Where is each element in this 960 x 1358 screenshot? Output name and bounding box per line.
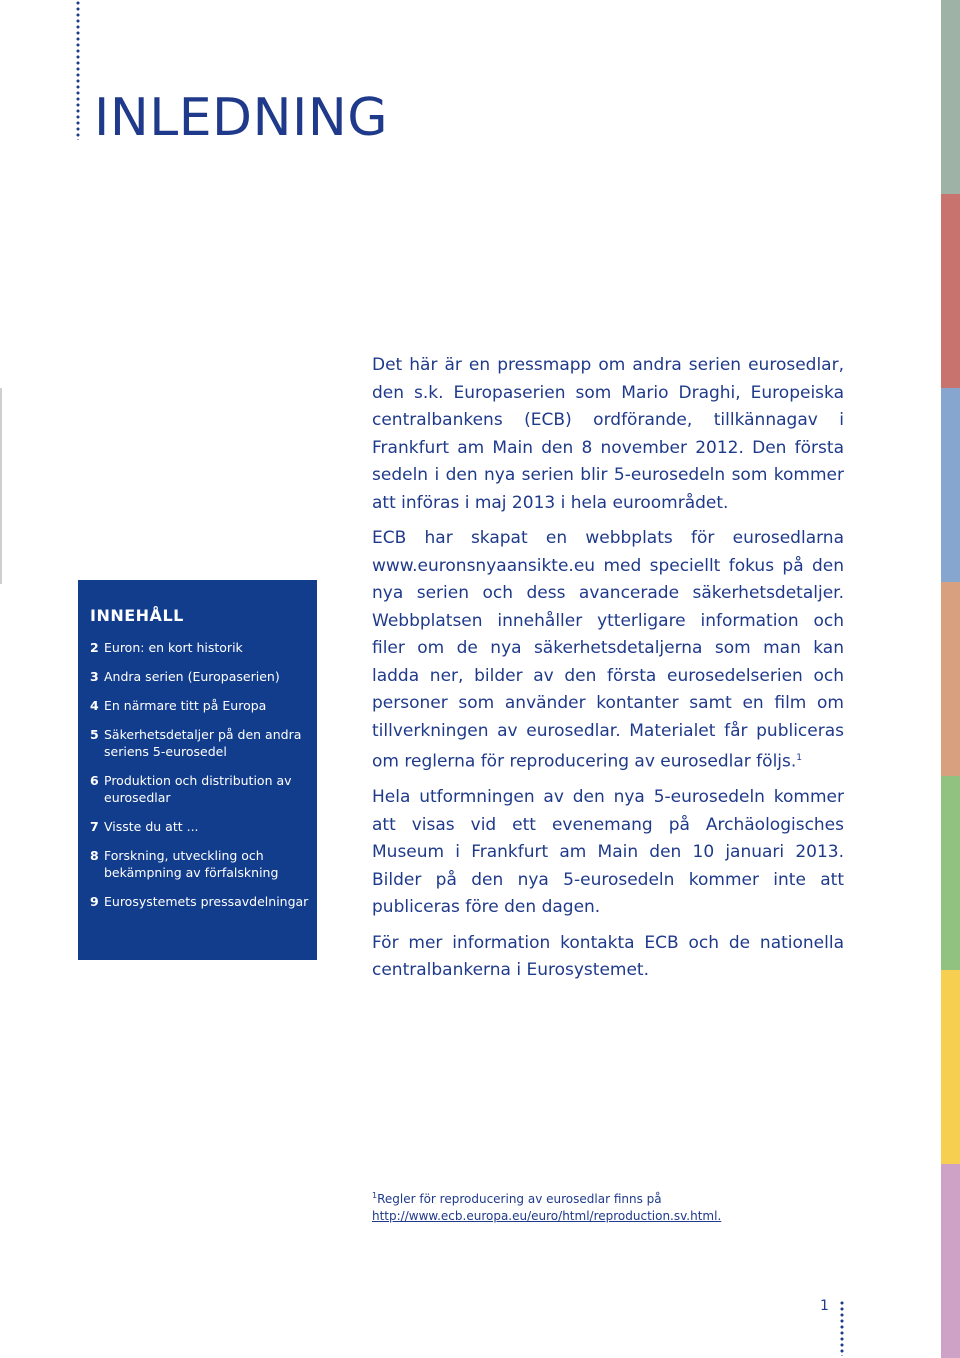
toc-item-label: Säkerhetsdetaljer på den andra seriens 5-eurosedel: [104, 727, 302, 759]
footnote-ref[interactable]: 1: [796, 753, 803, 763]
table-of-contents: [78, 580, 317, 960]
toc-item[interactable]: [78, 818, 317, 835]
toc-item-number: 5: [90, 727, 99, 742]
toc-item-number: 7: [90, 819, 99, 834]
toc-item-label: Visste du att ...: [104, 819, 199, 834]
toc-item-number: 8: [90, 848, 99, 863]
toc-item-number: 9: [90, 894, 99, 909]
toc-item-label: En närmare titt på Europa: [104, 698, 267, 713]
toc-item-label: Euron: en kort historik: [104, 640, 243, 655]
toc-item-number: 2: [90, 640, 99, 655]
toc-item-label: Produktion och distribution av eurosedlar: [104, 773, 292, 805]
page-title: INLEDNING: [94, 88, 389, 148]
toc-list: [78, 639, 317, 910]
toc-item[interactable]: [78, 772, 317, 806]
sidebar-segment: [941, 0, 960, 194]
toc-item-number: 4: [90, 698, 99, 713]
paragraph-event: Hela utformningen av den nya 5-eurosedeln kommer att visas vid ett evenemang på Archäologisches Museum i Frankfurt am Main den 10 januari 2013. Bilder på den nya 5-eurosedeln kommer inte att publiceras före den dagen.: [372, 787, 844, 918]
edge-line: [0, 388, 2, 584]
paragraph-website-start: ECB har skapat en webbplats för eurosedlarna: [372, 528, 844, 548]
toc-item[interactable]: [78, 893, 317, 910]
toc-item[interactable]: [78, 639, 317, 656]
toc-item-label: Forskning, utveckling och bekämpning av förfalskning: [104, 848, 279, 880]
footnote-text: Regler för reproducering av eurosedlar finns på: [377, 1192, 662, 1206]
main-text: [372, 352, 844, 993]
paragraph-website-end: med speciellt fokus på den nya serien och dess avancerade säkerhetsdetaljer. Webbplatsen innehåller ytterligare information och filer om de nya säkerhetsdetaljerna som man kan ladda ner, bilder av den första eurosedelserien och personer som använder kontanter samt en film om tillverkningen av eurosedlar. Materialet får publiceras om reglerna för reproducering av eurosedlar följs.: [372, 555, 844, 772]
sidebar-segment: [941, 194, 960, 388]
page-number: 1: [820, 1298, 829, 1314]
sidebar-segment: [941, 582, 960, 776]
website-link[interactable]: www.euronsnyaansikte.eu: [372, 555, 596, 576]
toc-heading: INNEHÅLL: [90, 606, 184, 625]
footnote-marker: 1: [372, 1191, 378, 1200]
sidebar-segment: [941, 388, 960, 582]
toc-item[interactable]: [78, 847, 317, 881]
toc-item-number: 3: [90, 669, 99, 684]
toc-item[interactable]: [78, 668, 317, 685]
toc-item-label: Andra serien (Europaserien): [104, 669, 280, 684]
dotted-rule-bottom: [840, 1300, 844, 1356]
sidebar-segment: [941, 1164, 960, 1358]
toc-item[interactable]: [78, 726, 317, 760]
footnote: [372, 1187, 852, 1225]
paragraph-website: [372, 525, 844, 776]
paragraph-intro: Det här är en pressmapp om andra serien eurosedlar, den s.k. Europaserien som Mario Draghi, Europeiska centralbankens (ECB) ordförande, tillkännagav i Frankfurt am Main den 8 november 2012. Den första sedeln i den nya serien blir 5-eurosedeln som kommer att införas i maj 2013 i hela euroområdet.: [372, 355, 844, 513]
toc-item-number: 6: [90, 773, 99, 788]
sidebar-segment: [941, 776, 960, 970]
paragraph-contact: För mer information kontakta ECB och de nationella centralbankerna i Eurosystemet.: [372, 932, 844, 981]
dotted-rule-top: [76, 0, 80, 140]
toc-item-label: Eurosystemets pressavdelningar: [104, 894, 309, 909]
footnote-link[interactable]: http://www.ecb.europa.eu/euro/html/reproduction.sv.html.: [372, 1209, 722, 1223]
sidebar-segment: [941, 970, 960, 1164]
color-sidebar: [941, 0, 960, 1358]
toc-item[interactable]: [78, 697, 317, 714]
